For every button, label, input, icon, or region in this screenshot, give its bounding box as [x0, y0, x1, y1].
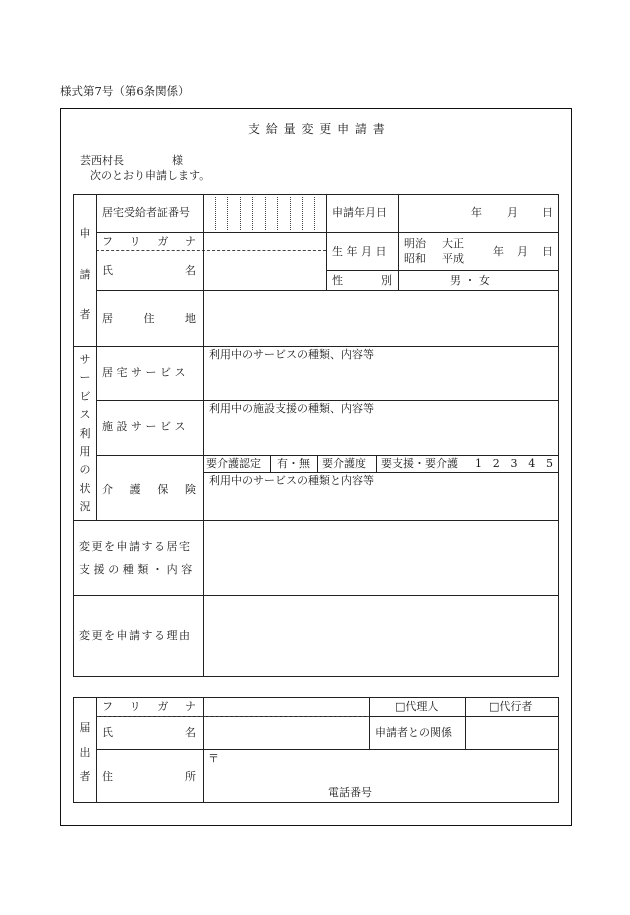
change-reason-label: 変更を申請する理由	[79, 629, 192, 642]
home-service-label: 居 宅 サ ー ビ ス	[102, 366, 186, 379]
honorific: 様	[172, 154, 183, 167]
date-day: 日	[542, 206, 553, 219]
birth-day: 日	[542, 245, 553, 258]
era-taisho: 大正	[442, 237, 464, 250]
notifier-address-label: 住 所	[102, 770, 196, 783]
change-type-label-line2: 支援の種類・内容	[79, 563, 196, 576]
notifier-table	[73, 697, 559, 803]
notifier-furigana-label: フ リ ガ ナ	[102, 700, 196, 713]
phone-label: 電話番号	[328, 786, 372, 799]
facility-service-note: 利用中の施設支援の種類、内容等	[209, 402, 374, 415]
era-showa: 昭和	[404, 252, 426, 265]
era-heisei: 平成	[442, 252, 464, 265]
postal-mark: 〒	[208, 752, 219, 765]
birth-month: 月	[517, 245, 528, 258]
agent-checkbox[interactable]: □代理人	[395, 700, 439, 713]
care-insurance-label: 介 護 保 険	[102, 483, 196, 496]
change-type-label-line1: 変更を申請する居宅	[79, 540, 192, 553]
care-level-numbers: 1 2 3 4 5	[475, 457, 553, 470]
notifier-side-label: 届 出 者	[79, 721, 91, 783]
name-label: 氏 名	[102, 264, 196, 277]
addressee: 芸西村長	[80, 154, 124, 167]
sex-label: 性 別	[332, 274, 392, 287]
form-title: 支 給 量 変 更 申 請 書	[248, 122, 386, 136]
furigana-label: フ リ ガ ナ	[102, 235, 196, 248]
home-service-note: 利用中のサービスの種類、内容等	[209, 348, 374, 361]
relation-label: 申請者との関係	[375, 726, 452, 739]
birth-year: 年	[493, 245, 504, 258]
date-year: 年	[471, 206, 482, 219]
applicant-side-label: 申 請 者	[79, 227, 91, 321]
care-cert-label: 要介護認定	[206, 457, 261, 470]
cert-number-label: 居宅受給者証番号	[102, 206, 190, 219]
application-date-label: 申請年月日	[332, 206, 387, 219]
service-side-label: サ ー ビ ス 利 用 の 状 況	[79, 353, 91, 513]
care-level-value: 要支援・要介護	[381, 457, 458, 470]
address-label: 居 住 地	[102, 312, 196, 325]
intro-text: 次のとおり申請します。	[90, 169, 211, 182]
date-month: 月	[507, 206, 518, 219]
form-reference: 様式第7号（第6条関係）	[60, 84, 190, 98]
care-service-note: 利用中のサービスの種類と内容等	[209, 474, 374, 487]
birth-date-label: 生 年 月 日	[332, 245, 387, 258]
notifier-name-label: 氏 名	[102, 726, 196, 739]
facility-service-label: 施 設 サ ー ビ ス	[102, 420, 186, 433]
sex-options: 男 ・ 女	[450, 274, 490, 287]
care-level-label: 要介護度	[322, 457, 366, 470]
era-meiji: 明治	[404, 237, 426, 250]
care-cert-value: 有・無	[277, 457, 310, 470]
proxy-checkbox[interactable]: □代行者	[489, 700, 533, 713]
